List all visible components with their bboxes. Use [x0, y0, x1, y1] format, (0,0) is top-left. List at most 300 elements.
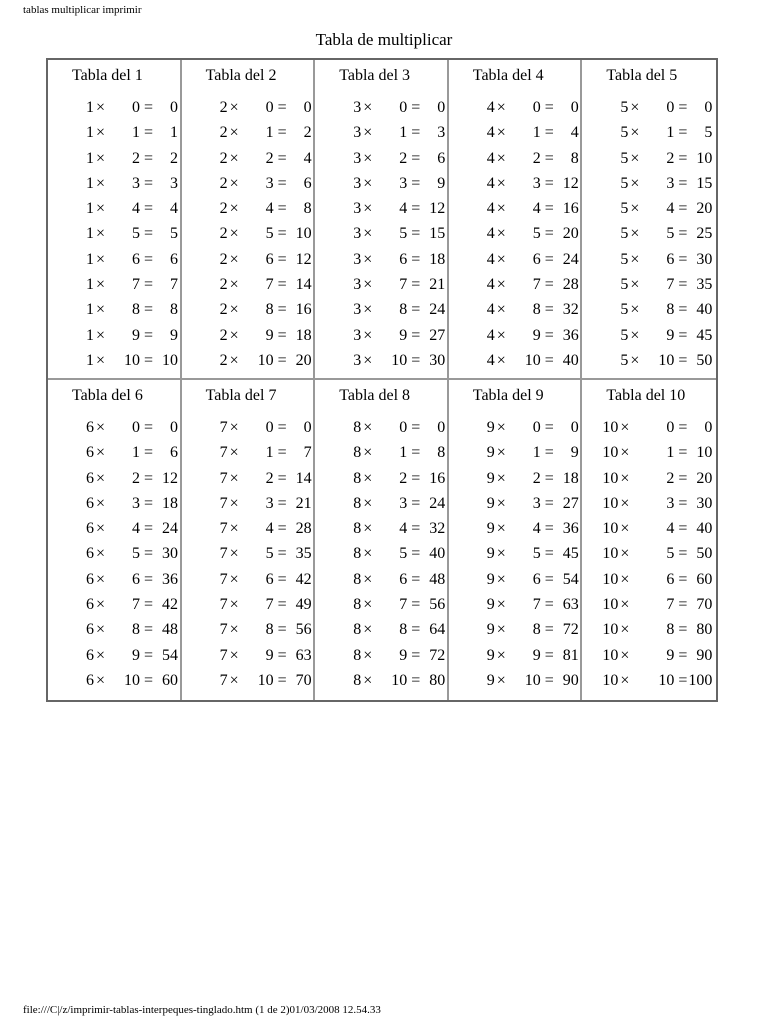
- product: 25: [696, 225, 713, 243]
- product: 80: [429, 671, 446, 689]
- product: 28: [562, 276, 579, 294]
- product: 6: [170, 444, 178, 462]
- times-sign: ×: [496, 444, 506, 462]
- product: 10: [162, 351, 178, 369]
- times-sign: ×: [229, 351, 239, 369]
- table-block-title: Tabla del 9: [472, 387, 544, 404]
- product: 18: [429, 250, 446, 268]
- table-block: [182, 60, 316, 380]
- multiplier: 9: [399, 646, 408, 664]
- multiplier: 9: [666, 646, 675, 664]
- times-sign: ×: [496, 250, 506, 268]
- equals-sign: =: [544, 250, 554, 268]
- equals-sign: =: [277, 301, 287, 319]
- multiplier: 6: [399, 570, 408, 588]
- multiplier: 8: [666, 301, 675, 319]
- multiplicand: 8: [353, 621, 362, 639]
- multiplier: 9: [666, 326, 675, 344]
- equals-sign: =: [678, 99, 688, 116]
- multiplicand: 7: [219, 494, 228, 512]
- table-row: [48, 567, 180, 592]
- multiplicand: 1: [86, 174, 94, 192]
- equals-sign: =: [411, 596, 421, 614]
- times-sign: ×: [620, 671, 630, 689]
- equals-sign: =: [144, 545, 154, 563]
- product: 2: [303, 124, 312, 142]
- times-sign: ×: [620, 444, 630, 462]
- times-sign: ×: [496, 174, 506, 192]
- equals-sign: =: [678, 301, 688, 319]
- table-row: [449, 146, 581, 171]
- table-row: [582, 491, 716, 516]
- table-rows: [315, 415, 447, 693]
- product: 40: [696, 301, 713, 319]
- multiplier: 2: [399, 469, 408, 487]
- times-sign: ×: [496, 419, 506, 436]
- multiplicand: 2: [219, 250, 228, 268]
- multiplier: 8: [532, 301, 541, 319]
- multiplier: 5: [666, 225, 675, 243]
- equals-sign: =: [277, 671, 287, 689]
- times-sign: ×: [620, 621, 630, 639]
- times-sign: ×: [96, 200, 106, 218]
- product: 28: [295, 520, 312, 538]
- multiplicand: 1: [86, 200, 94, 218]
- product: 3: [170, 174, 178, 192]
- multiplicand: 5: [620, 149, 629, 167]
- times-sign: ×: [96, 149, 106, 167]
- multiplier: 6: [532, 250, 541, 268]
- multiplier: 2: [399, 149, 408, 167]
- times-sign: ×: [229, 419, 239, 436]
- times-sign: ×: [229, 621, 239, 639]
- multiplicand: 3: [353, 326, 362, 344]
- equals-sign: =: [144, 444, 154, 462]
- times-sign: ×: [229, 520, 239, 538]
- product: 24: [562, 250, 579, 268]
- multiplicand: 8: [353, 646, 362, 664]
- times-sign: ×: [630, 276, 640, 294]
- equals-sign: =: [277, 596, 287, 614]
- product: 24: [429, 301, 446, 319]
- product: 16: [562, 200, 579, 218]
- product: 9: [437, 174, 446, 192]
- multiplier: 3: [399, 174, 408, 192]
- table-rows: [315, 95, 447, 373]
- equals-sign: =: [544, 225, 554, 243]
- multiplicand: 3: [353, 200, 362, 218]
- times-sign: ×: [229, 646, 239, 664]
- product: 4: [303, 149, 312, 167]
- times-sign: ×: [96, 545, 106, 563]
- times-sign: ×: [620, 596, 630, 614]
- times-sign: ×: [363, 326, 373, 344]
- multiplicand: 1: [86, 250, 94, 268]
- times-sign: ×: [496, 200, 506, 218]
- table-row: [449, 491, 581, 516]
- multiplier: 4: [265, 200, 274, 218]
- times-sign: ×: [96, 276, 106, 294]
- times-sign: ×: [229, 326, 239, 344]
- times-sign: ×: [630, 351, 640, 369]
- multiplier: 10: [391, 671, 408, 689]
- times-sign: ×: [496, 225, 506, 243]
- product: 50: [696, 545, 713, 563]
- equals-sign: =: [277, 494, 287, 512]
- equals-sign: =: [411, 326, 421, 344]
- equals-sign: =: [678, 570, 688, 588]
- multiplier: 7: [265, 276, 274, 294]
- multiplicand: 9: [486, 469, 495, 487]
- times-sign: ×: [363, 351, 373, 369]
- times-sign: ×: [363, 494, 373, 512]
- table-row: [449, 643, 581, 668]
- multiplier: 4: [399, 520, 408, 538]
- equals-sign: =: [277, 174, 287, 192]
- times-sign: ×: [229, 444, 239, 462]
- multiplier: 6: [666, 570, 675, 588]
- product: 32: [562, 301, 579, 319]
- multiplier: 8: [132, 301, 140, 319]
- multiplicand: 10: [602, 646, 619, 664]
- product: 100: [688, 671, 713, 689]
- equals-sign: =: [544, 351, 554, 369]
- table-row: [449, 466, 581, 491]
- times-sign: ×: [363, 520, 373, 538]
- multiplier: 9: [532, 646, 541, 664]
- equals-sign: =: [277, 545, 287, 563]
- multiplier: 0: [399, 419, 408, 436]
- product: 7: [170, 276, 178, 294]
- equals-sign: =: [144, 621, 154, 639]
- equals-sign: =: [144, 351, 154, 369]
- times-sign: ×: [229, 570, 239, 588]
- table-row: [449, 272, 581, 297]
- multiplicand: 1: [86, 301, 94, 319]
- multiplicand: 3: [353, 124, 362, 142]
- product: 18: [295, 326, 312, 344]
- table-row: [315, 643, 447, 668]
- multiplicand: 6: [86, 494, 94, 512]
- times-sign: ×: [496, 621, 506, 639]
- product: 16: [295, 301, 312, 319]
- multiplicand: 2: [219, 99, 228, 116]
- product: 18: [562, 469, 579, 487]
- multiplier: 6: [265, 250, 274, 268]
- product: 35: [295, 545, 312, 563]
- table-row: [48, 247, 180, 272]
- equals-sign: =: [277, 326, 287, 344]
- equals-sign: =: [411, 545, 421, 563]
- equals-sign: =: [411, 671, 421, 689]
- equals-sign: =: [678, 494, 688, 512]
- multiplicand: 3: [353, 99, 362, 116]
- equals-sign: =: [544, 99, 554, 116]
- multiplicand: 9: [486, 671, 495, 689]
- multiplier: 10: [124, 351, 140, 369]
- table-row: [182, 440, 314, 465]
- equals-sign: =: [411, 469, 421, 487]
- times-sign: ×: [96, 469, 106, 487]
- table-row: [582, 592, 716, 617]
- multiplier: 5: [132, 225, 140, 243]
- product: 6: [437, 149, 446, 167]
- equals-sign: =: [277, 646, 287, 664]
- multiplicand: 6: [86, 596, 94, 614]
- multiplier: 1: [532, 444, 541, 462]
- product: 18: [162, 494, 178, 512]
- table-row: [449, 516, 581, 541]
- equals-sign: =: [277, 570, 287, 588]
- times-sign: ×: [363, 596, 373, 614]
- multiplier: 9: [265, 326, 274, 344]
- multiplier: 0: [666, 419, 675, 436]
- times-sign: ×: [96, 174, 106, 192]
- multiplier: 5: [265, 225, 274, 243]
- table-row: [449, 323, 581, 348]
- times-sign: ×: [229, 276, 239, 294]
- table-row: [48, 272, 180, 297]
- product: 10: [696, 444, 713, 462]
- equals-sign: =: [144, 570, 154, 588]
- table-row: [582, 516, 716, 541]
- multiplicand: 8: [353, 671, 362, 689]
- equals-sign: =: [678, 671, 688, 689]
- times-sign: ×: [630, 301, 640, 319]
- product: 80: [696, 621, 713, 639]
- product: 30: [696, 250, 713, 268]
- multiplier: 3: [265, 494, 274, 512]
- equals-sign: =: [277, 469, 287, 487]
- multiplier: 0: [265, 419, 274, 436]
- equals-sign: =: [411, 494, 421, 512]
- times-sign: ×: [363, 174, 373, 192]
- table-row: [315, 617, 447, 642]
- multiplicand: 4: [486, 99, 495, 116]
- multiplier: 3: [666, 494, 675, 512]
- equals-sign: =: [678, 351, 688, 369]
- equals-sign: =: [277, 99, 287, 116]
- multiplicand: 8: [353, 570, 362, 588]
- equals-sign: =: [678, 545, 688, 563]
- multiplicand: 3: [353, 174, 362, 192]
- product: 40: [562, 351, 579, 369]
- table-row: [182, 415, 314, 440]
- multiplicand: 4: [486, 276, 495, 294]
- equals-sign: =: [411, 200, 421, 218]
- multiplicand: 5: [620, 225, 629, 243]
- table-row: [582, 297, 716, 322]
- multiplier: 1: [399, 124, 408, 142]
- product: 36: [562, 520, 579, 538]
- product: 5: [704, 124, 713, 142]
- multiplicand: 7: [219, 469, 228, 487]
- multiplicand: 10: [602, 596, 619, 614]
- multiplier: 1: [666, 444, 675, 462]
- multiplicand: 9: [486, 444, 495, 462]
- multiplier: 6: [532, 570, 541, 588]
- table-row: [48, 221, 180, 246]
- table-row: [182, 567, 314, 592]
- multiplier: 3: [132, 174, 140, 192]
- product: 36: [162, 570, 178, 588]
- product: 24: [162, 520, 178, 538]
- equals-sign: =: [678, 225, 688, 243]
- equals-sign: =: [411, 520, 421, 538]
- product: 56: [429, 596, 446, 614]
- multiplicand: 4: [486, 174, 495, 192]
- multiplier: 4: [265, 520, 274, 538]
- product: 0: [704, 419, 713, 436]
- product: 0: [303, 419, 312, 436]
- table-block-title: Tabla del 5: [606, 67, 678, 84]
- multiplier: 6: [132, 250, 140, 268]
- times-sign: ×: [630, 174, 640, 192]
- multiplicand: 7: [219, 596, 228, 614]
- product: 90: [562, 671, 579, 689]
- table-block-title: Tabla del 7: [205, 387, 277, 404]
- table-row: [315, 272, 447, 297]
- times-sign: ×: [496, 570, 506, 588]
- product: 9: [170, 326, 178, 344]
- times-sign: ×: [496, 469, 506, 487]
- multiplicand: 3: [353, 301, 362, 319]
- multiplicand: 7: [219, 570, 228, 588]
- table-block-title: Tabla del 2: [205, 67, 277, 84]
- multiplier: 6: [666, 250, 675, 268]
- table-row: [449, 95, 581, 120]
- table-row: [449, 592, 581, 617]
- table-row: [315, 592, 447, 617]
- times-sign: ×: [496, 99, 506, 116]
- times-sign: ×: [363, 250, 373, 268]
- times-sign: ×: [363, 124, 373, 142]
- multiplier: 10: [658, 351, 675, 369]
- table-row: [449, 567, 581, 592]
- product: 27: [562, 494, 579, 512]
- table-row: [449, 541, 581, 566]
- multiplicand: 2: [219, 351, 228, 369]
- multiplicand: 1: [86, 276, 94, 294]
- times-sign: ×: [229, 494, 239, 512]
- times-sign: ×: [96, 351, 106, 369]
- table-row: [582, 440, 716, 465]
- product: 63: [562, 596, 579, 614]
- times-sign: ×: [96, 621, 106, 639]
- multiplicand: 10: [602, 419, 619, 436]
- multiplier: 10: [257, 351, 274, 369]
- times-sign: ×: [363, 419, 373, 436]
- times-sign: ×: [96, 419, 106, 436]
- equals-sign: =: [144, 419, 154, 436]
- multiplicand: 1: [86, 326, 94, 344]
- equals-sign: =: [678, 419, 688, 436]
- table-block-title: Tabla del 1: [72, 67, 143, 84]
- multiplicand: 5: [620, 276, 629, 294]
- multiplicand: 2: [219, 124, 228, 142]
- multiplier: 0: [532, 419, 541, 436]
- product: 0: [570, 99, 579, 116]
- table-row: [582, 567, 716, 592]
- equals-sign: =: [544, 174, 554, 192]
- product: 60: [696, 570, 713, 588]
- equals-sign: =: [411, 351, 421, 369]
- multiplier: 0: [132, 99, 140, 116]
- table-block: [582, 60, 716, 380]
- table-block: [449, 60, 583, 380]
- multiplicand: 7: [219, 444, 228, 462]
- multiplier: 4: [132, 200, 140, 218]
- multiplier: 8: [132, 621, 140, 639]
- table-row: [315, 323, 447, 348]
- table-rows: [48, 415, 180, 693]
- table-row: [48, 171, 180, 196]
- equals-sign: =: [678, 200, 688, 218]
- multiplicand: 1: [86, 124, 94, 142]
- multiplicand: 1: [86, 149, 94, 167]
- times-sign: ×: [363, 444, 373, 462]
- multiplier: 8: [666, 621, 675, 639]
- times-sign: ×: [496, 326, 506, 344]
- equals-sign: =: [144, 200, 154, 218]
- equals-sign: =: [277, 520, 287, 538]
- table-row: [315, 541, 447, 566]
- product: 12: [295, 250, 312, 268]
- multiplicand: 1: [86, 351, 94, 369]
- table-row: [48, 541, 180, 566]
- table-row: [48, 146, 180, 171]
- multiplicand: 8: [353, 545, 362, 563]
- equals-sign: =: [544, 646, 554, 664]
- times-sign: ×: [496, 301, 506, 319]
- table-block-title: Tabla del 6: [72, 387, 143, 404]
- times-sign: ×: [620, 570, 630, 588]
- times-sign: ×: [96, 444, 106, 462]
- multiplier: 1: [265, 124, 274, 142]
- multiplicand: 4: [486, 250, 495, 268]
- multiplicand: 3: [353, 225, 362, 243]
- multiplicand: 5: [620, 351, 629, 369]
- times-sign: ×: [620, 520, 630, 538]
- multiplier: 0: [532, 99, 541, 116]
- equals-sign: =: [544, 149, 554, 167]
- product: 0: [303, 99, 312, 116]
- multiplier: 8: [399, 301, 408, 319]
- product: 20: [696, 469, 713, 487]
- product: 5: [170, 225, 178, 243]
- times-sign: ×: [96, 494, 106, 512]
- table-row: [582, 466, 716, 491]
- equals-sign: =: [144, 301, 154, 319]
- times-sign: ×: [229, 545, 239, 563]
- times-sign: ×: [630, 326, 640, 344]
- table-row: [449, 440, 581, 465]
- multiplicand: 10: [602, 494, 619, 512]
- multiplier: 4: [532, 200, 541, 218]
- table-row: [449, 348, 581, 373]
- table-block-title: Tabla del 4: [472, 67, 544, 84]
- product: 10: [696, 149, 713, 167]
- table-block: [48, 380, 182, 700]
- table-row: [182, 146, 314, 171]
- equals-sign: =: [277, 276, 287, 294]
- multiplier: 10: [524, 351, 541, 369]
- times-sign: ×: [96, 326, 106, 344]
- multiplier: 2: [265, 149, 274, 167]
- table-row: [315, 247, 447, 272]
- table-block: [48, 60, 182, 380]
- equals-sign: =: [144, 326, 154, 344]
